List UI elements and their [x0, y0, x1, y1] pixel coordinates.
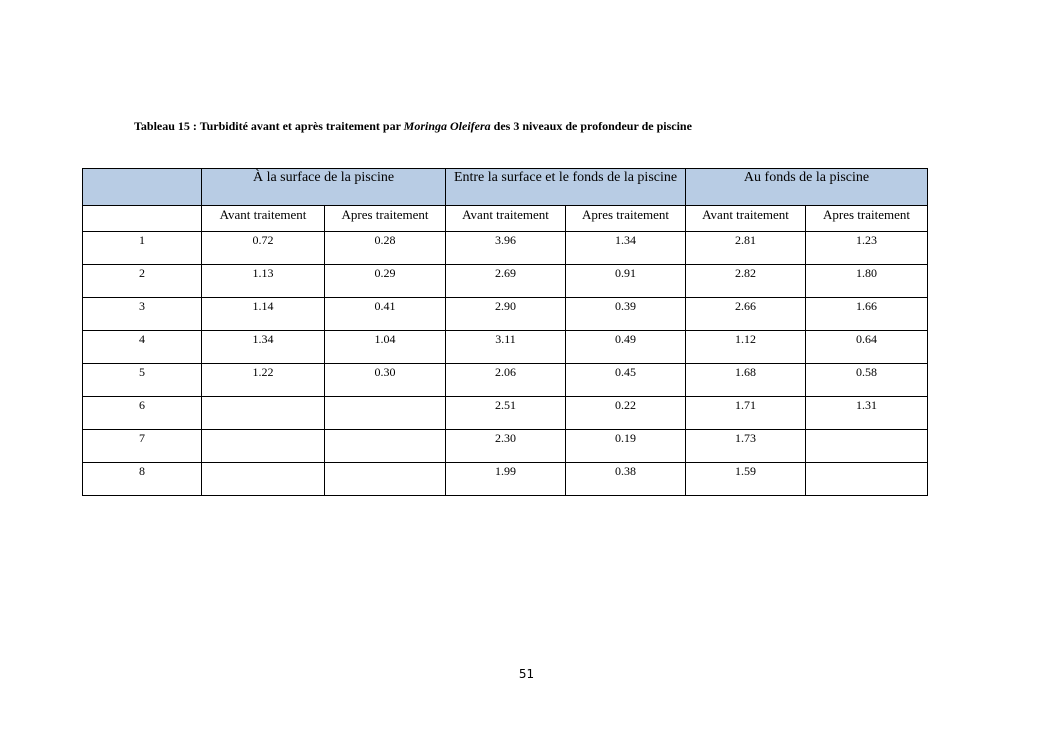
value-cell: 2.81: [686, 232, 806, 265]
value-cell: 1.23: [806, 232, 928, 265]
table-body: [83, 232, 928, 496]
table-row: [83, 232, 928, 265]
value-cell: 0.49: [566, 331, 686, 364]
value-cell: 0.29: [325, 265, 446, 298]
row-index-cell: 5: [83, 364, 202, 397]
group-header-bottom: Au fonds de la piscine: [686, 169, 928, 206]
value-cell: 1.80: [806, 265, 928, 298]
value-cell: 2.69: [446, 265, 566, 298]
value-cell: 0.64: [806, 331, 928, 364]
table-caption: [134, 119, 692, 134]
value-cell: 1.34: [566, 232, 686, 265]
group-header-surface: À la surface de la piscine: [202, 169, 446, 206]
row-index-cell: 2: [83, 265, 202, 298]
table-row: [83, 298, 928, 331]
value-cell: 2.30: [446, 430, 566, 463]
value-cell: [806, 430, 928, 463]
value-cell: 3.11: [446, 331, 566, 364]
value-cell: 1.73: [686, 430, 806, 463]
value-cell: 1.59: [686, 463, 806, 496]
value-cell: 1.22: [202, 364, 325, 397]
value-cell: [202, 397, 325, 430]
sub-header-cell: Avant traitement: [446, 206, 566, 232]
value-cell: 1.99: [446, 463, 566, 496]
caption-suffix: des 3 niveaux de profondeur de piscine: [490, 119, 692, 133]
turbidity-table: [82, 168, 928, 496]
value-cell: 1.14: [202, 298, 325, 331]
sub-header-cell: Apres traitement: [566, 206, 686, 232]
row-index-cell: 3: [83, 298, 202, 331]
value-cell: 2.90: [446, 298, 566, 331]
table-row: [83, 364, 928, 397]
value-cell: 0.39: [566, 298, 686, 331]
value-cell: 2.82: [686, 265, 806, 298]
group-header-row: [83, 169, 928, 206]
value-cell: 1.12: [686, 331, 806, 364]
value-cell: 0.22: [566, 397, 686, 430]
sub-header-cell: Avant traitement: [202, 206, 325, 232]
sub-header-cell: Apres traitement: [325, 206, 446, 232]
row-index-cell: 1: [83, 232, 202, 265]
value-cell: 1.31: [806, 397, 928, 430]
value-cell: 1.34: [202, 331, 325, 364]
value-cell: 1.66: [806, 298, 928, 331]
value-cell: [325, 463, 446, 496]
value-cell: 0.58: [806, 364, 928, 397]
table-row: [83, 463, 928, 496]
value-cell: [202, 430, 325, 463]
value-cell: 0.45: [566, 364, 686, 397]
value-cell: 3.96: [446, 232, 566, 265]
table-row: [83, 331, 928, 364]
value-cell: 1.13: [202, 265, 325, 298]
table-row: [83, 397, 928, 430]
row-index-cell: 8: [83, 463, 202, 496]
caption-prefix: Tableau 15 : Turbidité avant et après traitement par: [134, 119, 404, 133]
value-cell: 0.19: [566, 430, 686, 463]
value-cell: 0.72: [202, 232, 325, 265]
row-index-cell: 4: [83, 331, 202, 364]
value-cell: 2.66: [686, 298, 806, 331]
value-cell: 0.30: [325, 364, 446, 397]
value-cell: [202, 463, 325, 496]
sub-header-cell: Avant traitement: [686, 206, 806, 232]
page-number: 51: [518, 667, 535, 681]
row-index-cell: 6: [83, 397, 202, 430]
value-cell: 2.51: [446, 397, 566, 430]
sub-header-row: [83, 206, 928, 232]
value-cell: 1.68: [686, 364, 806, 397]
value-cell: 1.04: [325, 331, 446, 364]
value-cell: 0.28: [325, 232, 446, 265]
table-row: [83, 430, 928, 463]
sub-header-empty: [83, 206, 202, 232]
value-cell: 0.91: [566, 265, 686, 298]
caption-species: Moringa Oleifera: [403, 119, 491, 133]
value-cell: [806, 463, 928, 496]
value-cell: [325, 430, 446, 463]
value-cell: 0.41: [325, 298, 446, 331]
table-row: [83, 265, 928, 298]
corner-cell: [83, 169, 202, 206]
value-cell: 0.38: [566, 463, 686, 496]
row-index-cell: 7: [83, 430, 202, 463]
sub-header-cell: Apres traitement: [806, 206, 928, 232]
group-header-middle: Entre la surface et le fonds de la piscine: [446, 169, 686, 206]
value-cell: 2.06: [446, 364, 566, 397]
value-cell: [325, 397, 446, 430]
value-cell: 1.71: [686, 397, 806, 430]
